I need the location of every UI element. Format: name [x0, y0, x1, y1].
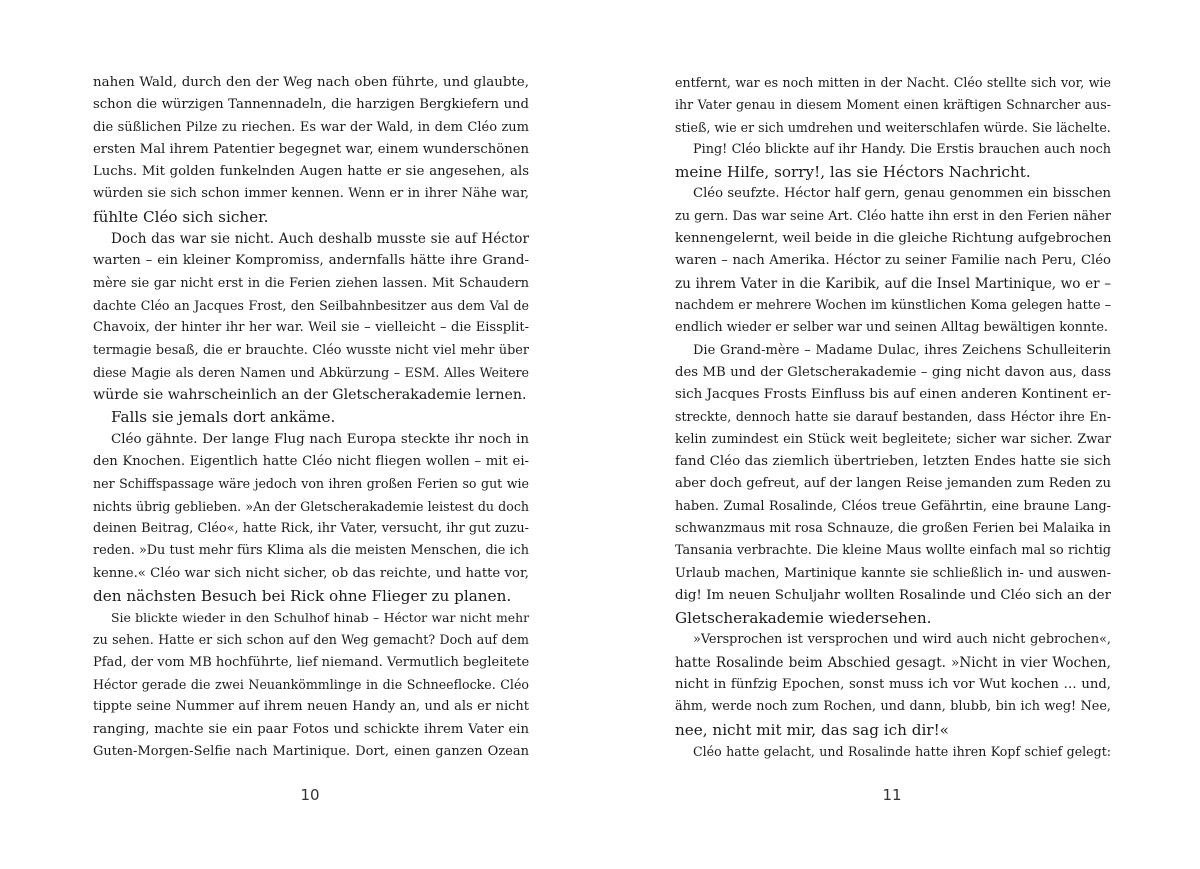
text-line: zu gern. Das war seine Art. Cléo hatte ihn erst in den Ferien näher [675, 208, 1111, 224]
text-line: ner Schiffspassage wäre jedoch von ihren großen Ferien so gut wie [93, 476, 529, 492]
text-line: Guten-Morgen-Selfie nach Martinique. Dort, einen ganzen Ozean [93, 743, 529, 759]
text-line: endlich wieder er selber war und seinen Alltag bewältigen konnte. [675, 320, 1108, 336]
text-line: schon die würzigen Tannennadeln, die harzigen Bergkiefern und [93, 97, 529, 113]
left-page-number: 10 [300, 786, 320, 804]
text-line: fand Cléo das ziemlich übertrieben, letzten Endes hatte sie sich [675, 454, 1111, 470]
text-line: sich Jacques Frosts Einfluss bis auf einen anderen Kontinent er- [675, 387, 1111, 403]
text-line: termagie besaß, die er brauchte. Cléo wusste nicht viel mehr über [93, 342, 529, 358]
text-line: waren – nach Amerika. Héctor zu seiner Familie nach Peru, Cléo [675, 253, 1111, 269]
text-line: Urlaub machen, Martinique kannte sie schließlich in- und auswen- [675, 565, 1111, 581]
text-line: haben. Zumal Rosalinde, Cléos treue Gefährtin, eine braune Lang- [675, 498, 1111, 514]
text-line: Doch das war sie nicht. Auch deshalb musste sie auf Héctor [111, 231, 529, 248]
text-line: Gletscherakademie wiedersehen. [675, 609, 932, 628]
text-line: nachdem er mehrere Wochen im künstlichen Koma gelegen hatte – [675, 297, 1111, 313]
text-line: Cléo gähnte. Der lange Flug nach Europa steckte ihr noch in [111, 431, 529, 447]
text-line: dig! Im neuen Schuljahr wollten Rosalinde und Cléo sich an der [675, 587, 1111, 603]
text-line: kennengelernt, weil beide in die gleiche Richtung aufgebrochen [675, 231, 1112, 247]
text-line: meine Hilfe, sorry!, las sie Héctors Nachricht. [675, 163, 1031, 182]
text-line: Ping! Cléo blickte auf ihr Handy. Die Erstis brauchen auch noch [693, 141, 1111, 157]
text-line: deinen Beitrag, Cléo«, hatte Rick, ihr Vater, versucht, ihr gut zuzu- [93, 520, 529, 536]
text-line: fühlte Cléo sich sicher. [93, 207, 269, 226]
text-line: hatte Rosalinde beim Abschied gesagt. »Nicht in vier Wochen, [675, 654, 1111, 671]
text-line: entfernt, war es noch mitten in der Nacht. Cléo stellte sich vor, wie [675, 75, 1111, 90]
text-line: Sie blickte wieder in den Schulhof hinab – Héctor war nicht mehr [111, 610, 529, 626]
text-line: dachte Cléo an Jacques Frost, den Seilbahnbesitzer aus dem Val de [93, 297, 529, 313]
text-line: Cléo hatte gelacht, und Rosalinde hatte ihren Kopf schief gelegt: [693, 743, 1111, 759]
text-line: den Knochen. Eigentlich hatte Cléo nicht fliegen wollen – mit ei- [93, 454, 529, 470]
left-page-text [93, 72, 529, 763]
text-line: des MB und der Gletscherakademie – ging nicht davon aus, dass [675, 364, 1111, 380]
text-line: Falls sie jemals dort ankäme. [111, 408, 336, 427]
text-line: zu sehen. Hatte er sich schon auf den Weg gemacht? Doch auf dem [93, 632, 529, 648]
text-line: stieß, wie er sich umdrehen und weiterschlafen würde. Sie lächelte. [675, 119, 1111, 135]
text-line: ihr Vater genau in diesem Moment einen kräftigen Schnarcher aus- [675, 97, 1111, 113]
text-line: ähm, werde noch zum Rochen, und dann, blubb, bin ich weg! Nee, [675, 699, 1111, 715]
text-line: mère sie gar nicht erst in die Ferien ziehen lassen. Mit Schaudern [93, 275, 529, 291]
text-line: tippte seine Nummer auf ihrem neuen Handy an, und als er nicht [93, 699, 529, 715]
text-line: Chavoix, der hinter ihr her war. Weil sie – vielleicht – die Eissplit- [93, 320, 529, 336]
text-line: würden sie sich schon immer kennen. Wenn er in ihrer Nähe war, [93, 186, 529, 202]
text-line: nichts übrig geblieben. »An der Gletscherakademie leistest du doch [93, 498, 529, 514]
text-line: zu ihrem Vater in die Karibik, auf die Insel Martinique, wo er – [675, 275, 1111, 292]
text-line: aber doch gefreut, auf der langen Reise jemanden zum Reden zu [675, 476, 1111, 492]
text-line: Pfad, der vom MB hochführte, lief niemand. Vermutlich begleitete [93, 654, 530, 670]
right-page-text [675, 72, 1111, 763]
text-line: Tansania verbrachte. Die kleine Maus wollte einfach mal so richtig [675, 543, 1111, 559]
text-line: den nächsten Besuch bei Rick ohne Flieger zu planen. [93, 586, 512, 605]
text-line: warten – ein kleiner Kompromiss, andernfalls hätte ihre Grand- [93, 253, 529, 269]
text-line: würde sie wahrscheinlich an der Gletscherakademie lernen. [93, 387, 527, 404]
right-page-number: 11 [882, 786, 902, 804]
text-line: Cléo seufzte. Héctor half gern, genau genommen ein bisschen [693, 186, 1111, 202]
text-line: kenne.« Cléo war sich nicht sicher, ob das reichte, und hatte vor, [93, 565, 529, 581]
text-line: die süßlichen Pilze zu riechen. Es war der Wald, in dem Cléo zum [93, 119, 529, 135]
left-page [93, 72, 529, 763]
text-line: Luchs. Mit golden funkelnden Augen hatte er sie angesehen, als [93, 164, 529, 180]
text-line: »Versprochen ist versprochen und wird auch nicht gebrochen«, [693, 632, 1111, 648]
text-line: diese Magie als deren Namen und Abkürzung – ESM. Alles Weitere [93, 364, 529, 380]
right-page [675, 72, 1111, 763]
text-line: Héctor gerade die zwei Neuankömmlinge in die Schneeflocke. Cléo [93, 677, 529, 693]
text-line: schwanzmaus mit rosa Schnauze, die großen Ferien bei Malaika in [675, 520, 1111, 536]
text-line: Die Grand-mère – Madame Dulac, ihres Zeichens Schulleiterin [693, 342, 1111, 358]
text-line: nee, nicht mit mir, das sag ich dir!« [675, 720, 949, 739]
text-line: nicht in fünfzig Epochen, sonst muss ich vor Wut kochen … und, [675, 677, 1111, 693]
text-line: reden. »Du tust mehr fürs Klima als die meisten Menschen, die ich [93, 543, 529, 559]
text-line: ranging, machte sie ein paar Fotos und schickte ihrem Vater ein [93, 721, 529, 737]
text-line: streckte, dennoch hatte sie darauf bestanden, dass Héctor ihre En- [675, 409, 1111, 425]
text-line: kelin zumindest ein Stück weit begleitete; sicher war sicher. Zwar [675, 431, 1111, 447]
text-line: nahen Wald, durch den der Weg nach oben führte, und glaubte, [93, 75, 529, 90]
text-line: ersten Mal ihrem Patentier begegnet war, einem wunderschönen [93, 141, 529, 157]
